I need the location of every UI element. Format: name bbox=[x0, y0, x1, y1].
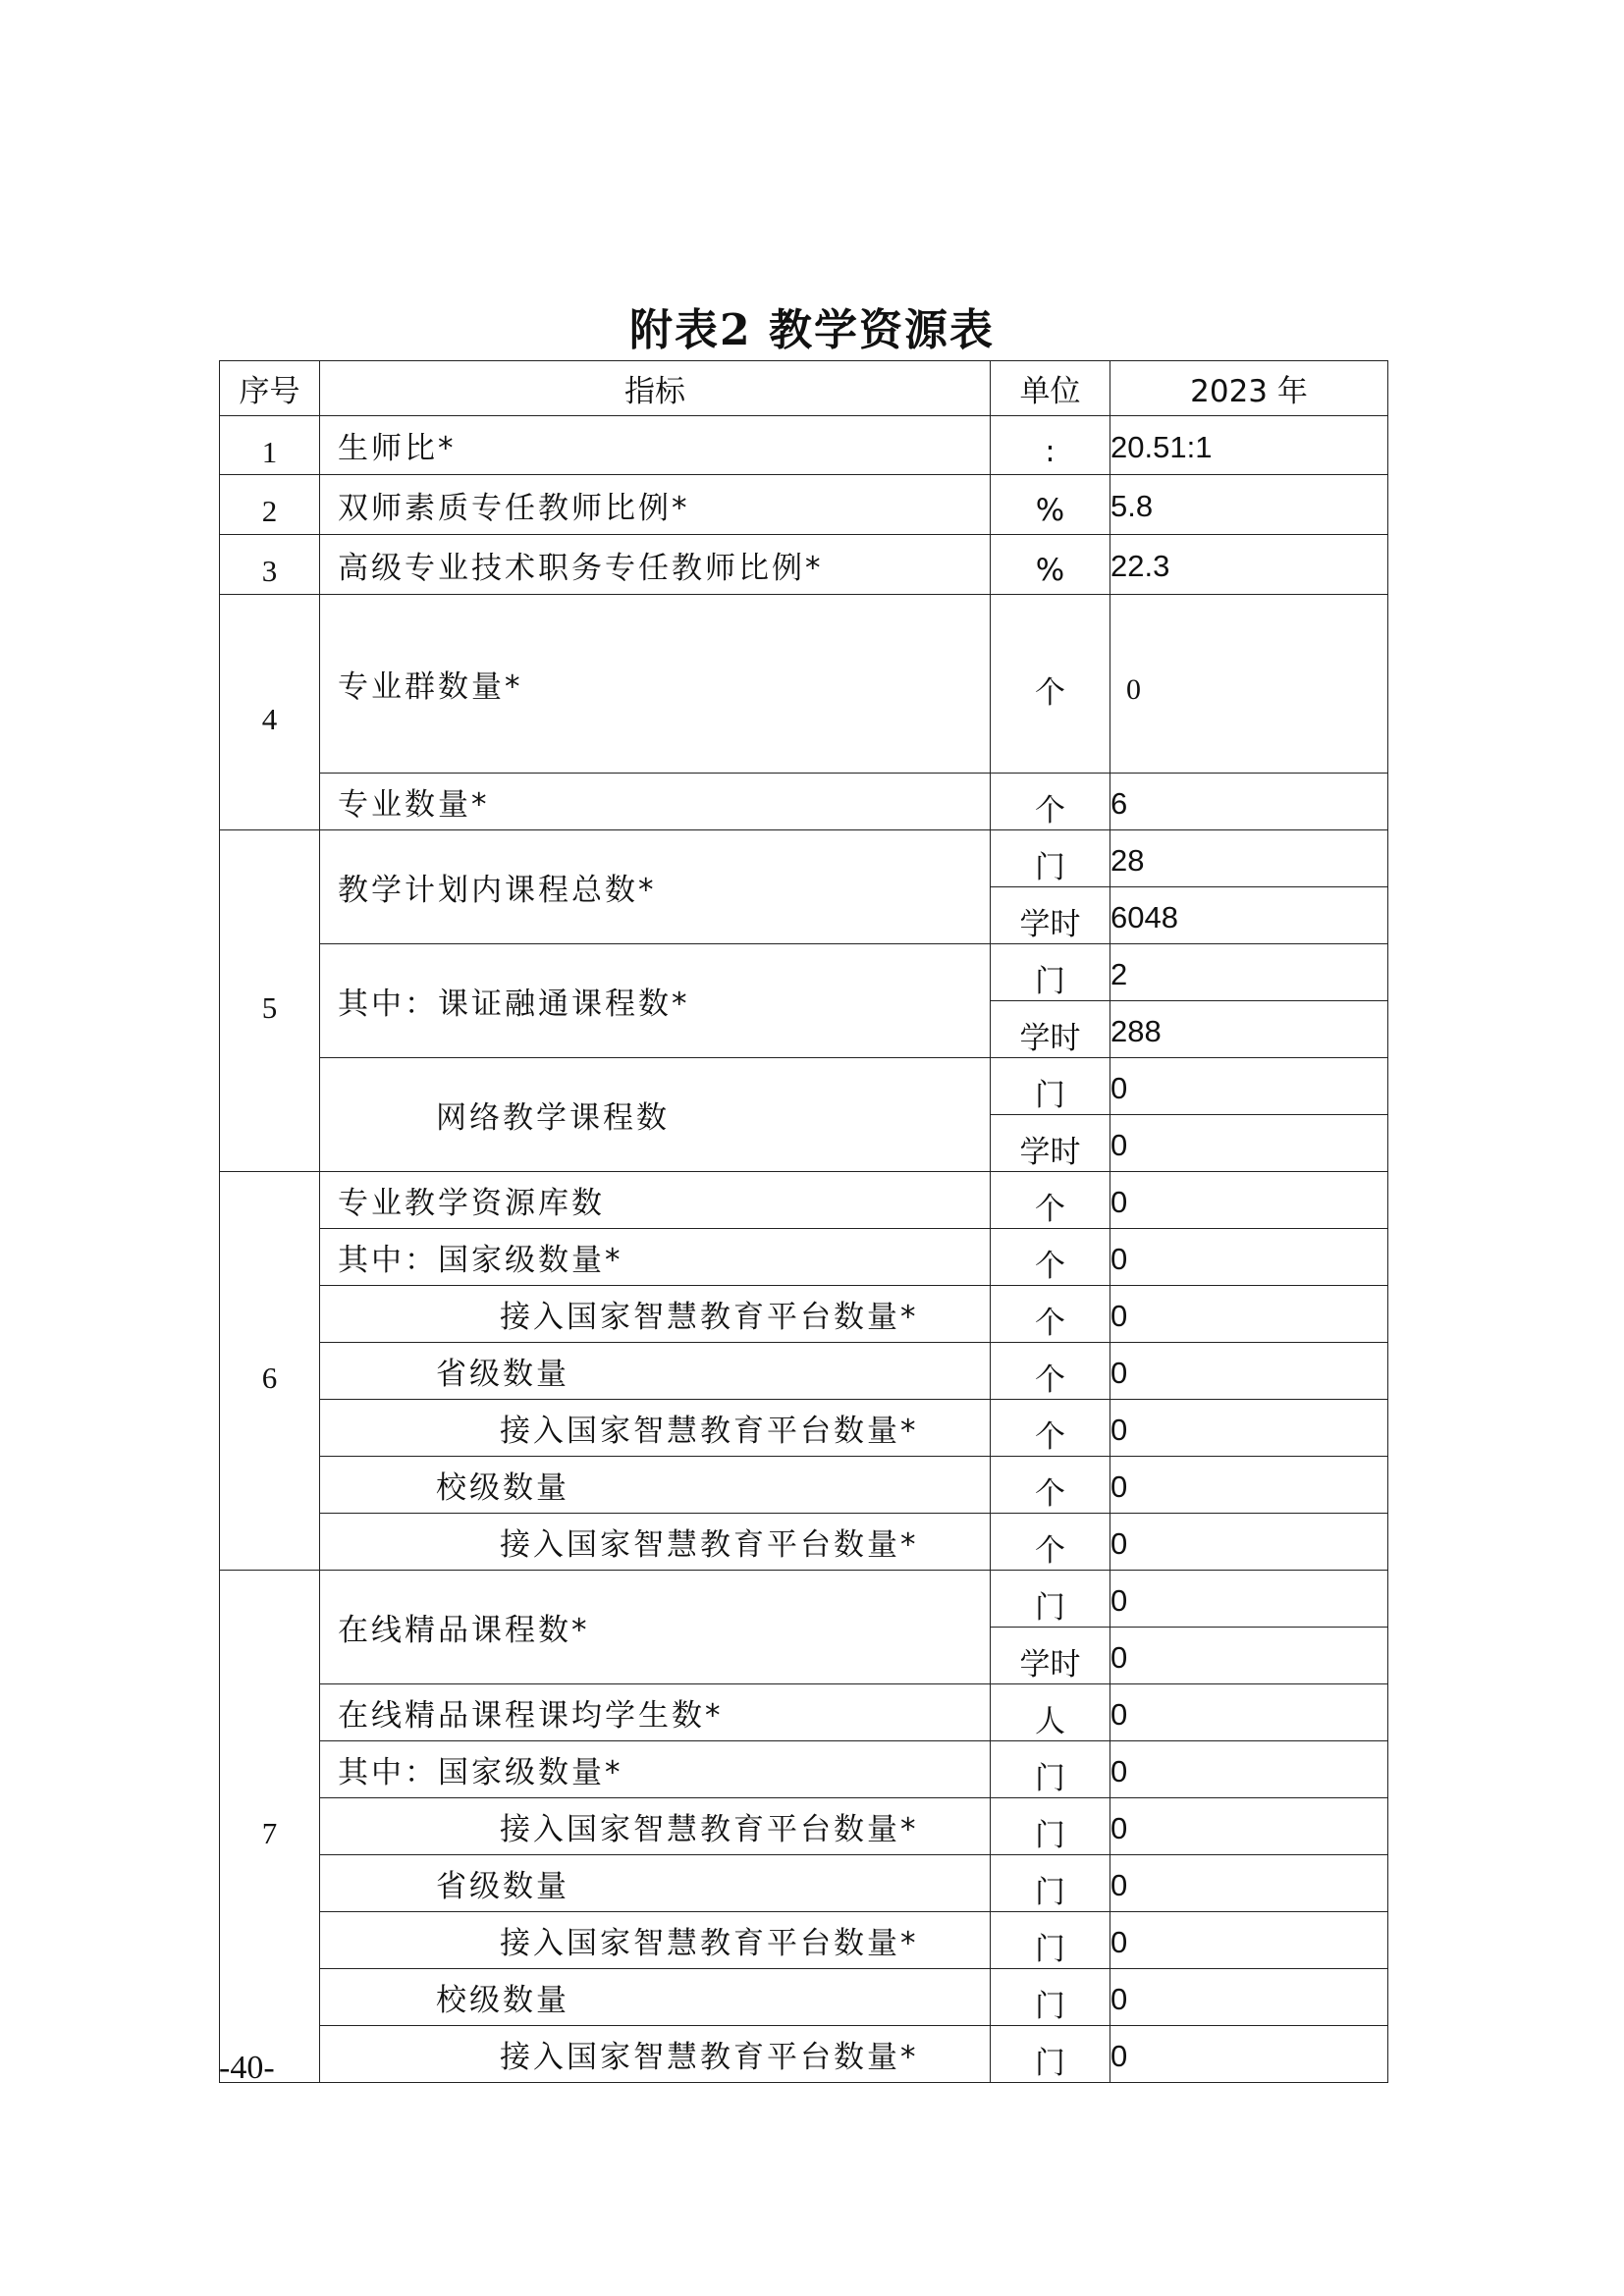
row-value: 5.8 bbox=[1110, 475, 1388, 535]
row-indicator: 接入国家智慧教育平台数量* bbox=[320, 1514, 991, 1571]
row-unit: 个 bbox=[991, 1343, 1110, 1400]
table-row bbox=[220, 1571, 1388, 1628]
table-row bbox=[220, 1798, 1388, 1855]
row-seq: 2 bbox=[220, 475, 320, 535]
table-row bbox=[220, 1855, 1388, 1912]
row-indicator: 其中：国家级数量* bbox=[320, 1741, 991, 1798]
row-value: 0 bbox=[1110, 1798, 1388, 1855]
row-indicator: 其中：国家级数量* bbox=[320, 1229, 991, 1286]
row-value: 28 bbox=[1110, 830, 1388, 887]
row-unit: 门 bbox=[991, 2026, 1110, 2083]
header-unit: 单位 bbox=[991, 361, 1110, 416]
teaching-resources-table bbox=[219, 360, 1388, 2083]
row-unit: 门 bbox=[991, 1912, 1110, 1969]
table-row bbox=[220, 1172, 1388, 1229]
table-header-row bbox=[220, 361, 1388, 416]
row-unit: 个 bbox=[991, 1229, 1110, 1286]
row-value: 0 bbox=[1110, 1172, 1388, 1229]
row-value: 0 bbox=[1110, 1457, 1388, 1514]
row-value: 6 bbox=[1110, 774, 1388, 830]
row-unit: 门 bbox=[991, 1058, 1110, 1115]
row-value: 0 bbox=[1110, 1229, 1388, 1286]
row-value: 6048 bbox=[1110, 887, 1388, 944]
table-row bbox=[220, 1969, 1388, 2026]
row-indicator: 高级专业技术职务专任教师比例* bbox=[320, 535, 991, 595]
table-row bbox=[220, 1514, 1388, 1571]
row-indicator: 其中：课证融通课程数* bbox=[320, 944, 991, 1058]
row-unit: 个 bbox=[991, 1400, 1110, 1457]
row-indicator: 省级数量 bbox=[320, 1343, 991, 1400]
row-indicator: 接入国家智慧教育平台数量* bbox=[320, 1798, 991, 1855]
row-indicator: 校级数量 bbox=[320, 1969, 991, 2026]
row-seq: 6 bbox=[220, 1172, 320, 1571]
row-value: 0 bbox=[1110, 1286, 1388, 1343]
row-value: 0 bbox=[1110, 1058, 1388, 1115]
row-seq: 5 bbox=[220, 830, 320, 1172]
row-value: 0 bbox=[1110, 1628, 1388, 1684]
row-seq: 3 bbox=[220, 535, 320, 595]
table-row bbox=[220, 416, 1388, 475]
row-indicator: 专业群数量* bbox=[320, 595, 991, 774]
row-unit: 学时 bbox=[991, 1115, 1110, 1172]
header-year: 2023 年 bbox=[1110, 361, 1388, 416]
row-value: 22.3 bbox=[1110, 535, 1388, 595]
row-indicator: 接入国家智慧教育平台数量* bbox=[320, 1400, 991, 1457]
row-seq: 7 bbox=[220, 1571, 320, 2083]
row-value: 0 bbox=[1110, 1343, 1388, 1400]
row-seq: 4 bbox=[220, 595, 320, 830]
table-row bbox=[220, 1286, 1388, 1343]
row-value: 2 bbox=[1110, 944, 1388, 1001]
row-indicator: 专业数量* bbox=[320, 774, 991, 830]
row-unit: : bbox=[991, 416, 1110, 475]
row-indicator: 教学计划内课程总数* bbox=[320, 830, 991, 944]
row-value: 288 bbox=[1110, 1001, 1388, 1058]
row-value: 0 bbox=[1110, 1115, 1388, 1172]
row-unit: 个 bbox=[991, 1457, 1110, 1514]
row-unit: 门 bbox=[991, 1798, 1110, 1855]
row-value: 0 bbox=[1110, 2026, 1388, 2083]
table-title: 附表2 教学资源表 bbox=[629, 305, 995, 355]
row-indicator: 省级数量 bbox=[320, 1855, 991, 1912]
row-unit: % bbox=[991, 535, 1110, 595]
row-indicator: 专业教学资源库数 bbox=[320, 1172, 991, 1229]
table-row bbox=[220, 944, 1388, 1001]
table-row bbox=[220, 1457, 1388, 1514]
table-row bbox=[220, 2026, 1388, 2083]
row-indicator: 网络教学课程数 bbox=[320, 1058, 991, 1172]
row-value: 0 bbox=[1110, 595, 1388, 774]
row-indicator: 校级数量 bbox=[320, 1457, 991, 1514]
table-row bbox=[220, 1229, 1388, 1286]
row-unit: 个 bbox=[991, 595, 1110, 774]
row-value: 0 bbox=[1110, 1969, 1388, 2026]
row-unit: 个 bbox=[991, 1514, 1110, 1571]
row-unit: 个 bbox=[991, 774, 1110, 830]
row-indicator: 接入国家智慧教育平台数量* bbox=[320, 1286, 991, 1343]
row-unit: 个 bbox=[991, 1172, 1110, 1229]
row-value: 0 bbox=[1110, 1571, 1388, 1628]
table-row bbox=[220, 774, 1388, 830]
row-indicator: 生师比* bbox=[320, 416, 991, 475]
row-value: 0 bbox=[1110, 1400, 1388, 1457]
header-seq: 序号 bbox=[220, 361, 320, 416]
row-indicator: 在线精品课程数* bbox=[320, 1571, 991, 1684]
row-unit: 门 bbox=[991, 1741, 1110, 1798]
table-row bbox=[220, 830, 1388, 887]
row-unit: 个 bbox=[991, 1286, 1110, 1343]
row-value: 0 bbox=[1110, 1684, 1388, 1741]
table-row bbox=[220, 1684, 1388, 1741]
row-value: 0 bbox=[1110, 1514, 1388, 1571]
row-unit: 人 bbox=[991, 1684, 1110, 1741]
row-value: 0 bbox=[1110, 1912, 1388, 1969]
row-indicator: 接入国家智慧教育平台数量* bbox=[320, 1912, 991, 1969]
row-unit: 门 bbox=[991, 1969, 1110, 2026]
header-indicator: 指标 bbox=[320, 361, 991, 416]
page-number: -40- bbox=[219, 2050, 275, 2086]
row-unit: 门 bbox=[991, 830, 1110, 887]
table-row bbox=[220, 1058, 1388, 1115]
table-row bbox=[220, 595, 1388, 774]
table-row bbox=[220, 1343, 1388, 1400]
table-row bbox=[220, 1912, 1388, 1969]
row-indicator: 接入国家智慧教育平台数量* bbox=[320, 2026, 991, 2083]
row-unit: % bbox=[991, 475, 1110, 535]
row-value: 0 bbox=[1110, 1741, 1388, 1798]
row-unit: 学时 bbox=[991, 1628, 1110, 1684]
table-row bbox=[220, 1741, 1388, 1798]
row-value: 20.51:1 bbox=[1110, 416, 1388, 475]
table-row bbox=[220, 475, 1388, 535]
row-indicator: 在线精品课程课均学生数* bbox=[320, 1684, 991, 1741]
table-row bbox=[220, 535, 1388, 595]
row-seq: 1 bbox=[220, 416, 320, 475]
row-indicator: 双师素质专任教师比例* bbox=[320, 475, 991, 535]
row-unit: 门 bbox=[991, 944, 1110, 1001]
row-unit: 学时 bbox=[991, 1001, 1110, 1058]
row-unit: 门 bbox=[991, 1855, 1110, 1912]
table-row bbox=[220, 1400, 1388, 1457]
row-unit: 学时 bbox=[991, 887, 1110, 944]
row-unit: 门 bbox=[991, 1571, 1110, 1628]
row-value: 0 bbox=[1110, 1855, 1388, 1912]
